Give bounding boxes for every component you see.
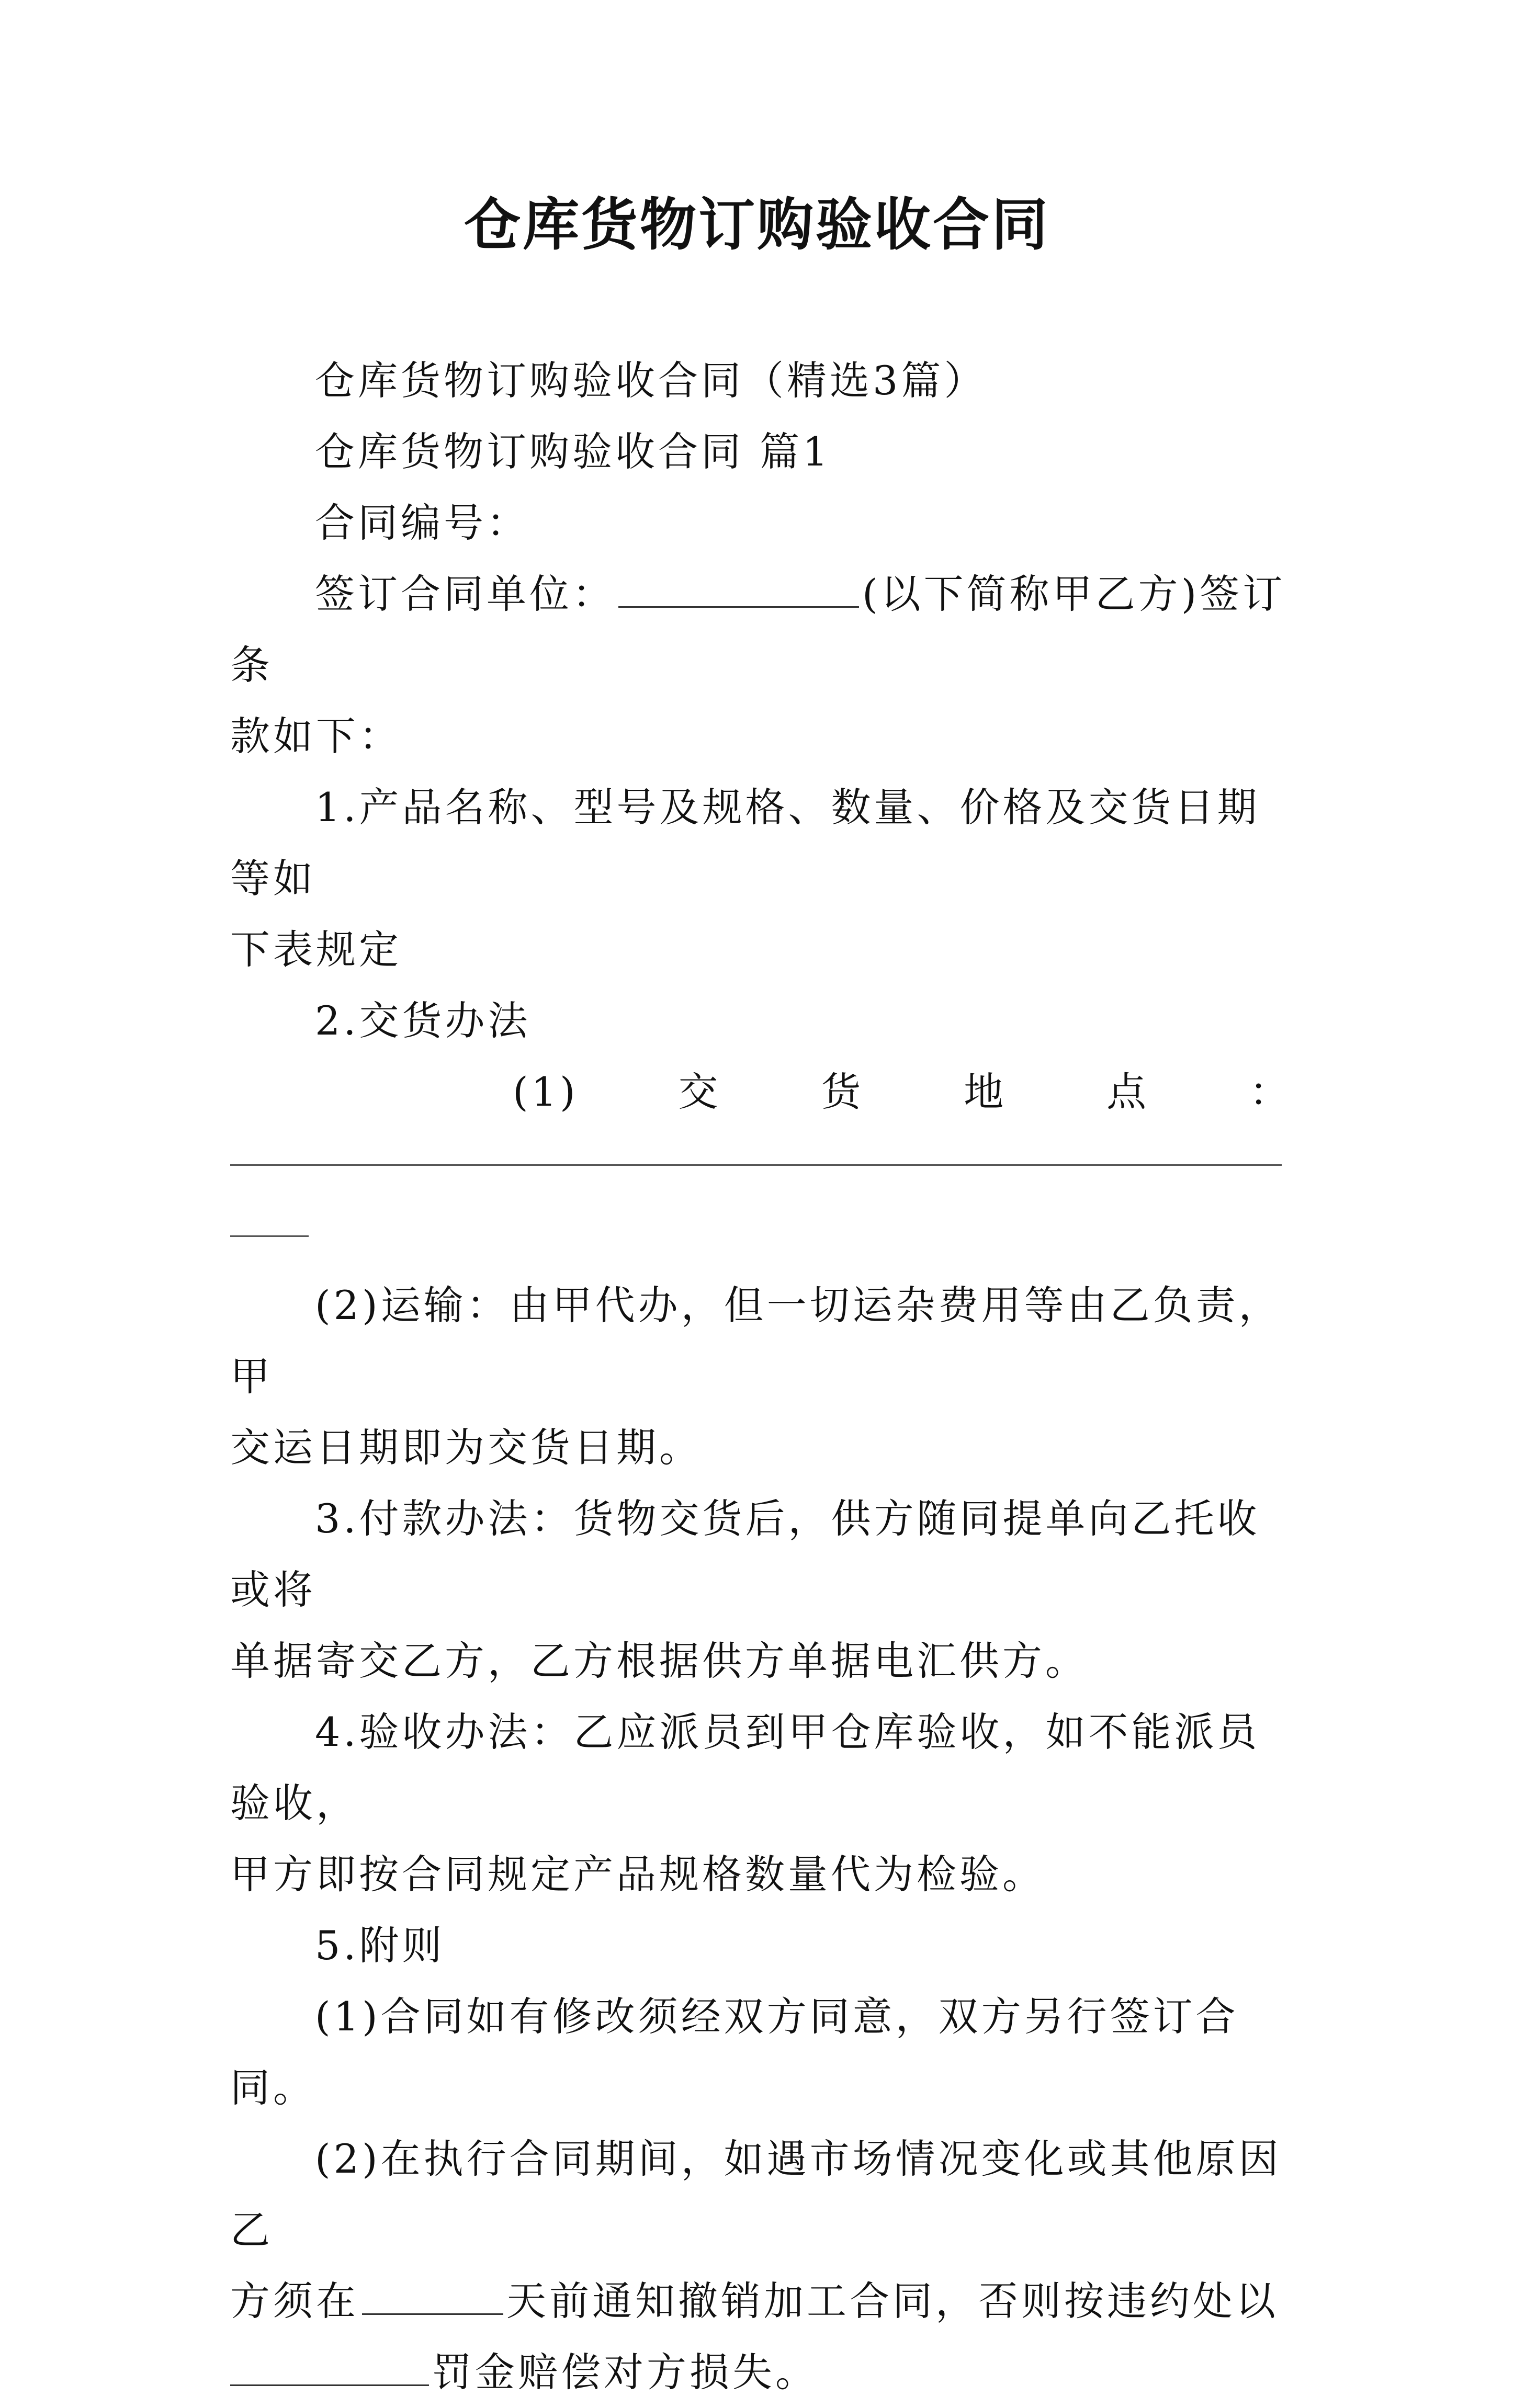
signing-paragraph bbox=[230, 559, 1292, 701]
item1-line-b: 下表规定 bbox=[230, 926, 402, 973]
item5-2-c-suffix: 罚金赔偿对方损失。 bbox=[432, 2349, 818, 2395]
delivery-location-char: 地 bbox=[964, 1069, 1007, 1115]
signing-label: 签订合同单位： bbox=[315, 571, 615, 617]
item5-heading: 5.附则 bbox=[315, 1922, 445, 1969]
item4-line-b: 甲方即按合同规定产品规格数量代为检验。 bbox=[230, 1851, 1045, 1898]
delivery-location-char: 货 bbox=[821, 1069, 864, 1115]
delivery-location-char: ： bbox=[1249, 1069, 1292, 1115]
item5-2-line-b bbox=[230, 2266, 1292, 2337]
delivery-location-blank-short bbox=[230, 1199, 1292, 1270]
signing-continuation: 款如下： bbox=[230, 713, 402, 759]
subtitle: 仓库货物订购验收合同（精选3篇） bbox=[315, 357, 987, 404]
item5-2-suffix: 天前通知撤销加工合同，否则按违约处以 bbox=[506, 2278, 1279, 2324]
blank-underline bbox=[230, 1164, 1282, 1166]
signing-blank bbox=[618, 575, 859, 608]
item4-line-a: 4.验收办法：乙应派员到甲仓库验收，如不能派员验收， bbox=[230, 1709, 1260, 1826]
item5-1: (1)合同如有修改须经双方同意，双方另行签订合同。 bbox=[230, 1993, 1239, 2111]
days-blank bbox=[362, 2282, 503, 2315]
delivery-location-blank-long bbox=[230, 1128, 1292, 1199]
item3-line-a: 3.付款办法：货物交货后，供方随同提单向乙托收或将 bbox=[230, 1495, 1260, 1613]
document-title: 仓库货物订购验收合同 bbox=[464, 192, 1050, 258]
document-body bbox=[230, 345, 1292, 2408]
item2-2-line-a: (2)运输：由甲代办，但一切运杂费用等由乙负责，甲 bbox=[230, 1282, 1282, 1400]
penalty-blank bbox=[230, 2353, 429, 2386]
item5-2-prefix: 方须在 bbox=[230, 2278, 359, 2324]
blank-underline bbox=[230, 1235, 309, 1237]
item3-line-b: 单据寄交乙方，乙方根据供方单据电汇供方。 bbox=[230, 1638, 1088, 1684]
section-heading: 仓库货物订购验收合同 篇1 bbox=[315, 428, 831, 475]
delivery-location-line bbox=[230, 1057, 1292, 1128]
item5-2-line-a: (2)在执行合同期间，如遇市场情况变化或其他原因乙 bbox=[230, 2136, 1282, 2253]
delivery-location-char: 点 bbox=[1106, 1069, 1150, 1115]
delivery-location-char: 交 bbox=[678, 1069, 721, 1115]
item5-2-line-c bbox=[230, 2337, 1292, 2408]
item2-heading: 2.交货办法 bbox=[315, 997, 531, 1044]
delivery-location-char: (1) bbox=[513, 1069, 579, 1115]
signing-suffix: (以下简称甲乙方)签订条 bbox=[230, 571, 1286, 688]
item2-2-line-b: 交运日期即为交货日期。 bbox=[230, 1424, 702, 1471]
contract-number-label: 合同编号： bbox=[315, 499, 529, 546]
item1-line-a: 1.产品名称、型号及规格、数量、价格及交货日期等如 bbox=[230, 784, 1260, 902]
